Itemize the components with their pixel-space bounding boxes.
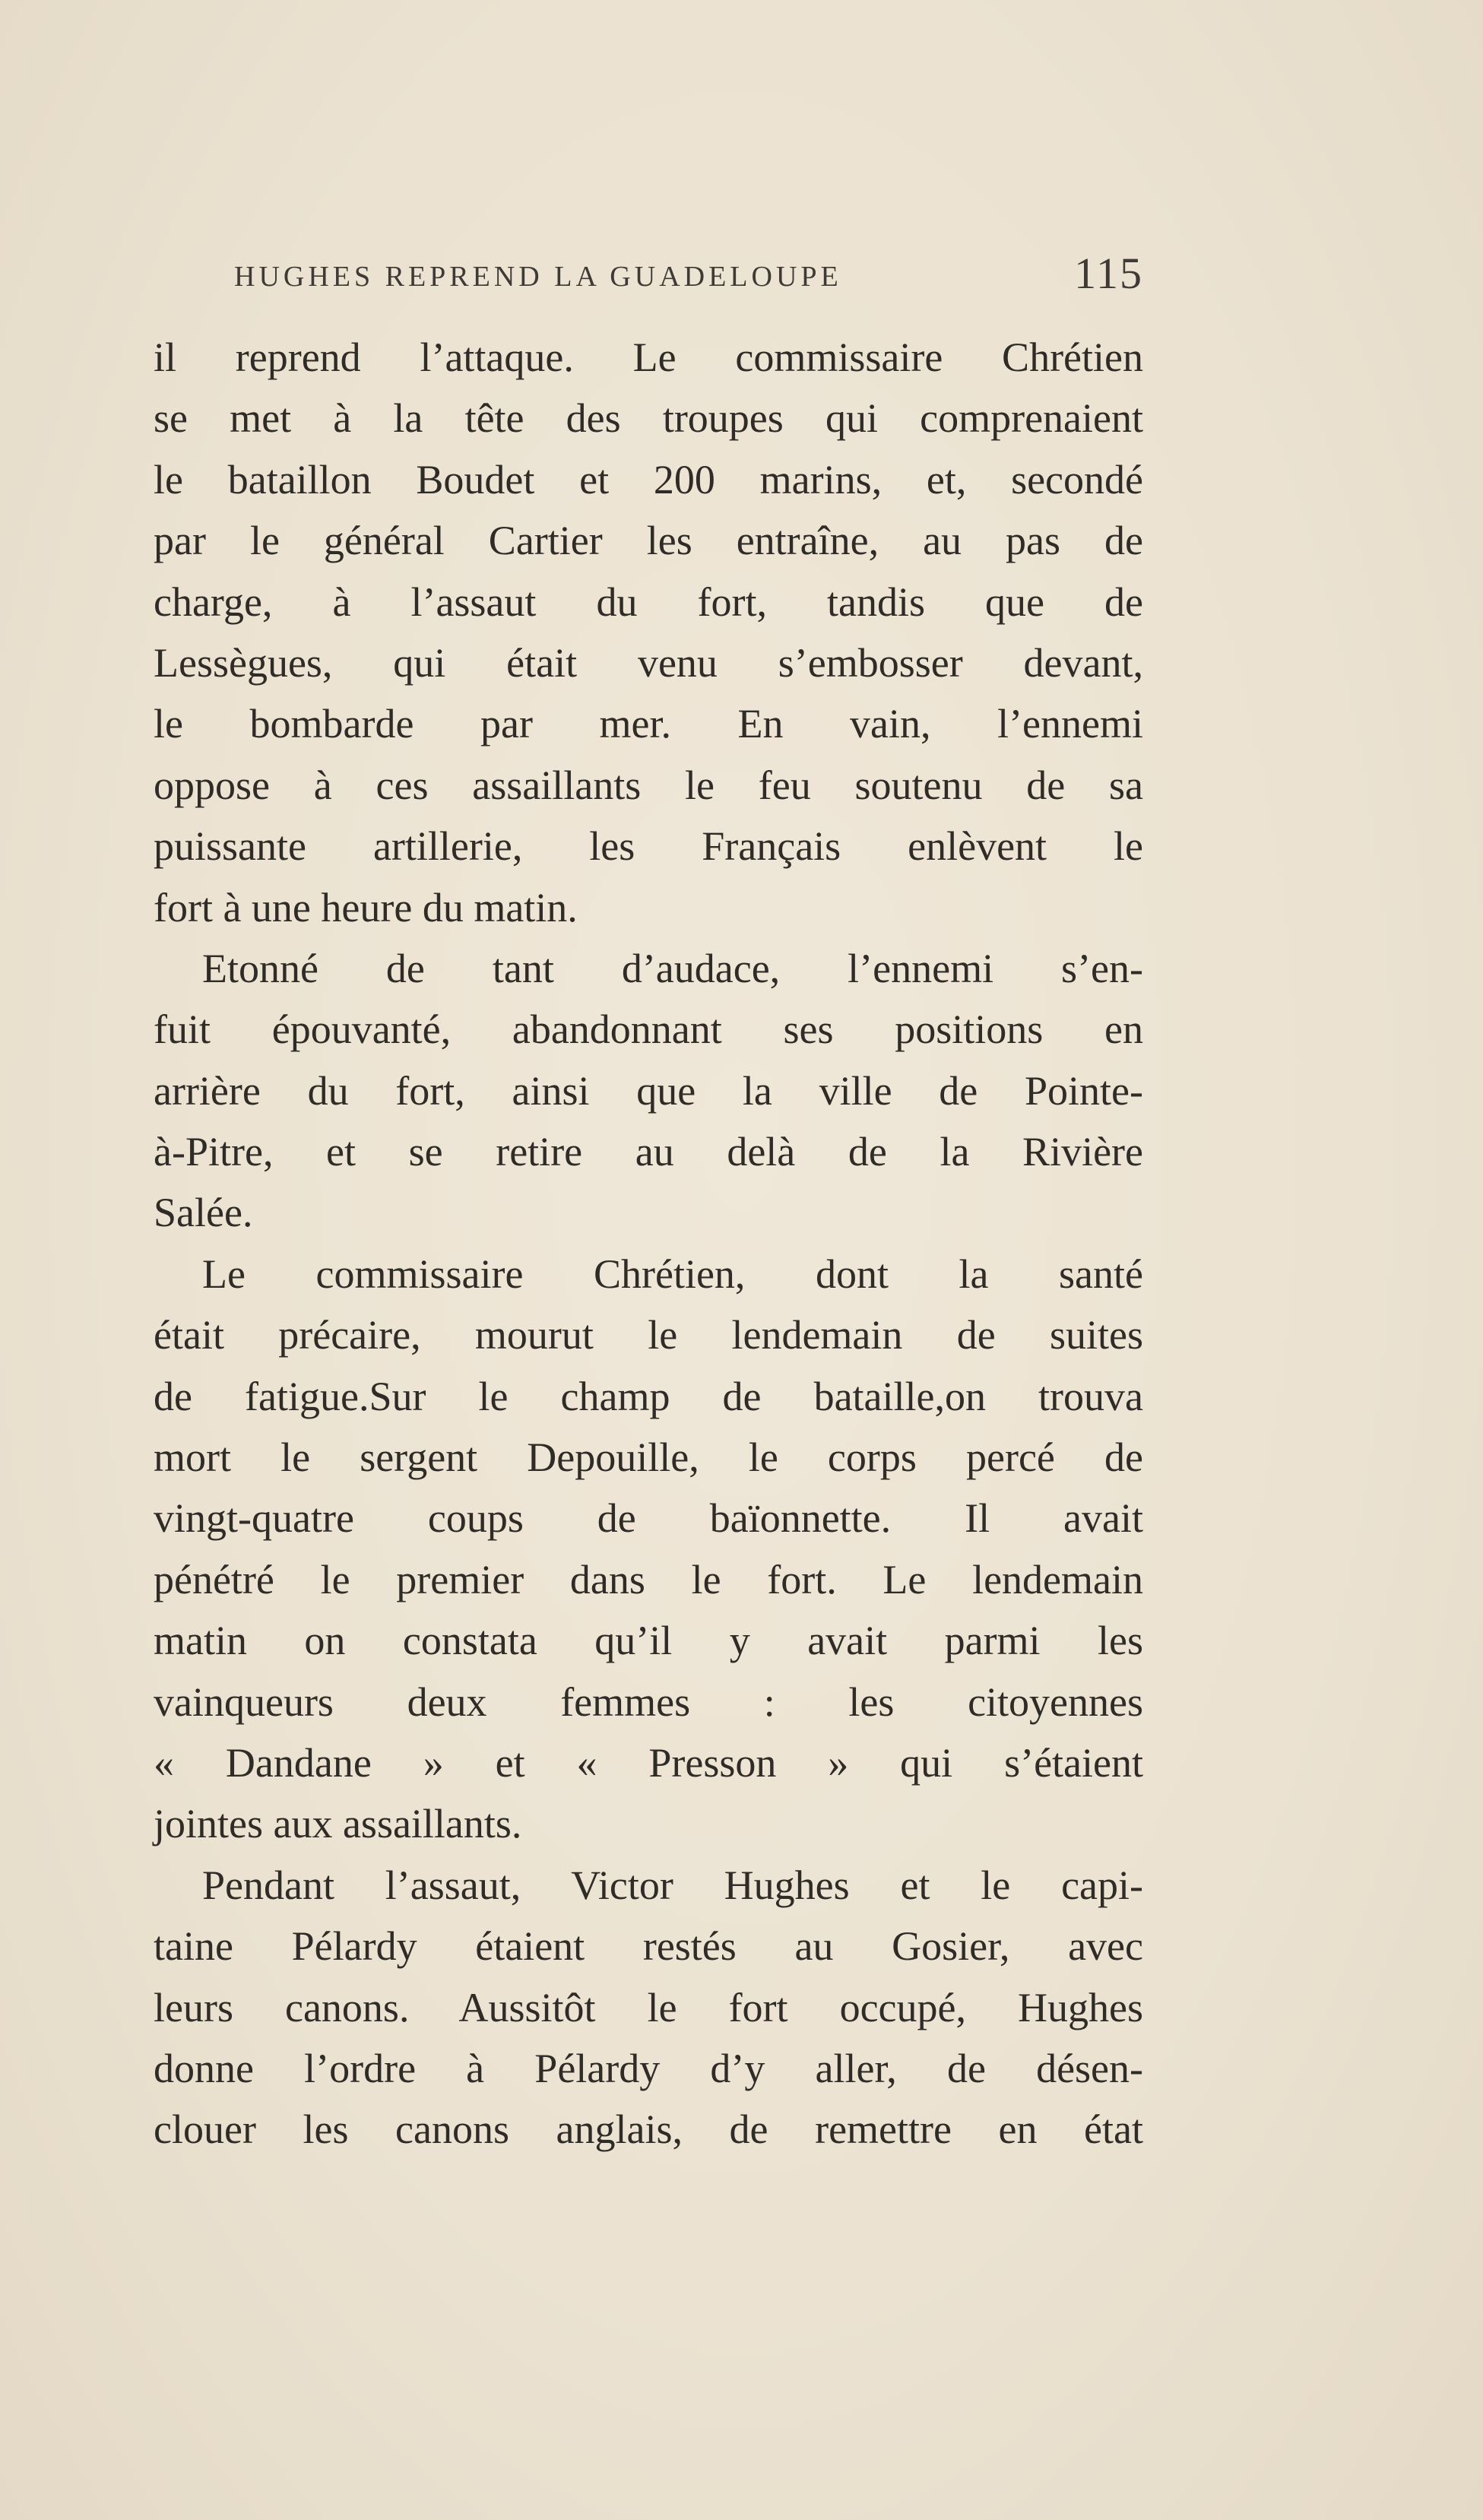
text-line: de fatigue.Sur le champ de bataille,on trouva (154, 1373, 1143, 1419)
text-line: Lessègues, qui était venu s’embosser devant, (154, 639, 1143, 686)
page-header (234, 243, 1143, 312)
text-line: pénétré le premier dans le fort. Le lendemain (154, 1556, 1143, 1602)
text-line: le bombarde par mer. En vain, l’ennemi (154, 701, 1143, 747)
text-line: à-Pitre, et se retire au delà de la Rivière (154, 1129, 1143, 1175)
text-line: fort à une heure du matin. (154, 884, 578, 930)
text-line: arrière du fort, ainsi que la ville de Pointe- (154, 1067, 1143, 1114)
text-line: jointes aux assaillants. (154, 1801, 522, 1847)
paragraph (154, 327, 1143, 938)
text-line: par le général Cartier les entraîne, au pas de (154, 518, 1143, 564)
paragraph (154, 1244, 1143, 1855)
text-line: leurs canons. Aussitôt le fort occupé, Hughes (154, 1984, 1143, 2030)
text-line: charge, à l’assaut du fort, tandis que de (154, 578, 1143, 625)
text-line: matin on constata qu’il y avait parmi les (154, 1618, 1143, 1664)
text-line: était précaire, mourut le lendemain de suites (154, 1312, 1143, 1358)
text-line: donne l’ordre à Pélardy d’y aller, de désen- (154, 2045, 1143, 2091)
body-text (154, 327, 1143, 2160)
paragraph (154, 938, 1143, 1244)
text-line: vainqueurs deux femmes : les citoyennes (154, 1678, 1143, 1725)
paragraph (154, 1855, 1143, 2160)
text-line: Pendant l’assaut, Victor Hughes et le capi- (202, 1862, 1143, 1908)
text-line: puissante artillerie, les Français enlèvent le (154, 823, 1143, 870)
text-line: fuit épouvanté, abandonnant ses positions en (154, 1006, 1143, 1053)
text-line: Le commissaire Chrétien, dont la santé (202, 1250, 1143, 1297)
text-line: Salée. (154, 1190, 253, 1236)
text-line: mort le sergent Depouille, le corps percé de (154, 1434, 1143, 1481)
text-line: se met à la tête des troupes qui comprenaient (154, 395, 1143, 442)
text-line: vingt-quatre coups de baïonnette. Il avait (154, 1495, 1143, 1542)
text-line: clouer les canons anglais, de remettre en état (154, 2106, 1143, 2153)
page-number: 115 (1074, 249, 1143, 298)
running-head: HUGHES REPREND LA GUADELOUPE (234, 261, 842, 293)
text-line: il reprend l’attaque. Le commissaire Chrétien (154, 334, 1143, 380)
text-line: le bataillon Boudet et 200 marins, et, secondé (154, 456, 1143, 502)
text-line: oppose à ces assaillants le feu soutenu de sa (154, 762, 1143, 808)
text-line: « Dandane » et « Presson » qui s’étaient (154, 1739, 1143, 1786)
text-line: Etonné de tant d’audace, l’ennemi s’en- (202, 945, 1143, 991)
text-line: taine Pélardy étaient restés au Gosier, avec (154, 1923, 1143, 1970)
